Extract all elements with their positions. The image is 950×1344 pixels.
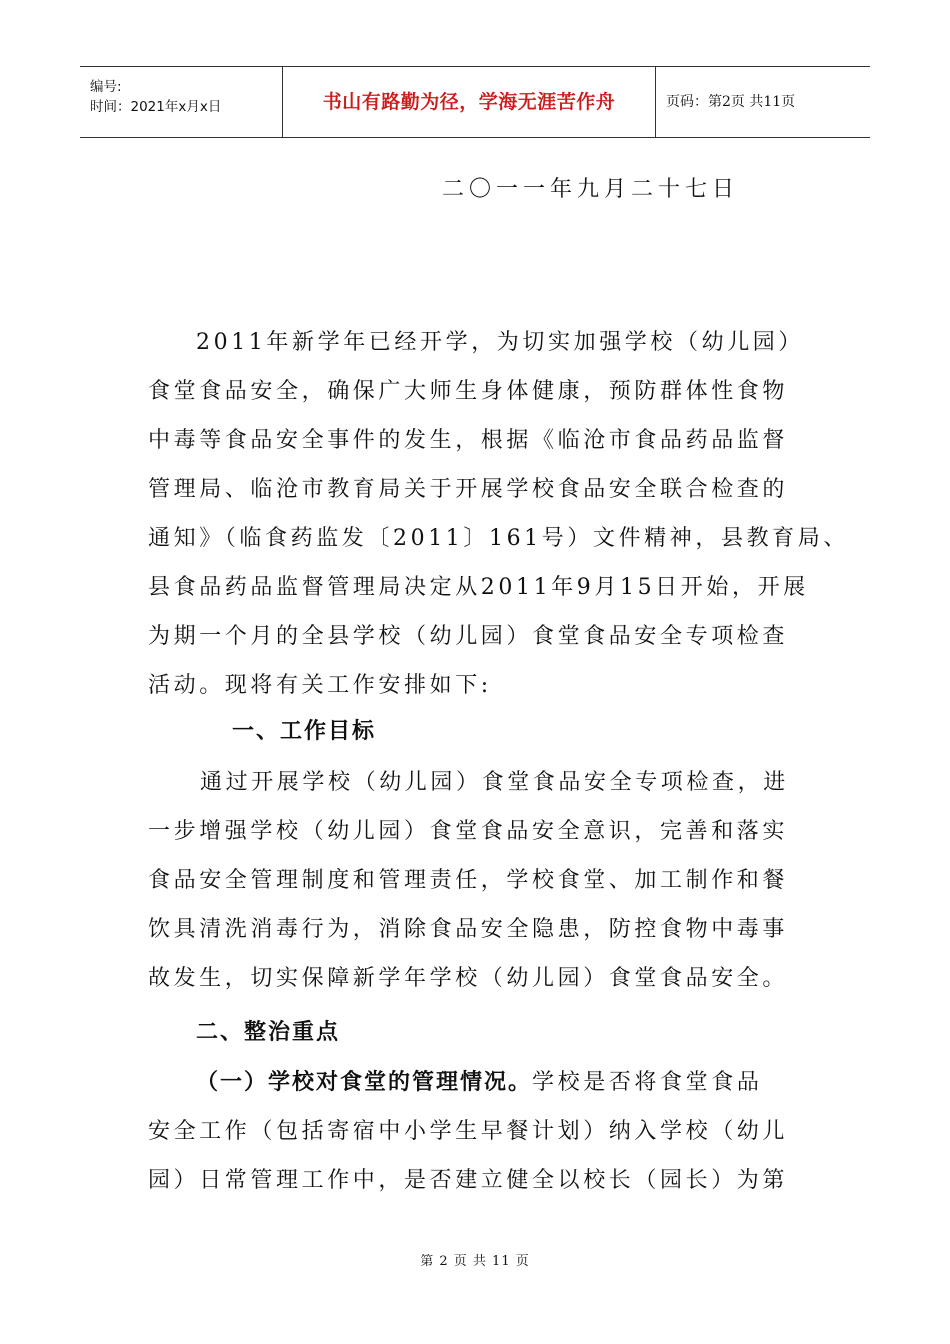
section2-title: 二、整治重点	[196, 1020, 341, 1045]
text-line: 园）日常管理工作中，是否建立健全以校长（园长）为第	[148, 1168, 789, 1193]
document-date: 二〇一一年九月二十七日	[442, 177, 740, 202]
text-line: 管理局、临沧市教育局关于开展学校食品安全联合检查的	[148, 477, 789, 502]
text-line: 饮具清洗消毒行为，消除食品安全隐患，防控食物中毒事	[148, 917, 789, 942]
text-line: 2011年新学年已经开学，为切实加强学校（幼儿园）	[196, 330, 804, 355]
intro-paragraph	[148, 318, 849, 710]
text-line: 活动。现将有关工作安排如下:	[148, 673, 492, 698]
text-line: 食堂食品安全，确保广大师生身体健康，预防群体性食物	[148, 379, 789, 404]
motto: 书山有路勤为径，学海无涯苦作舟	[283, 67, 656, 137]
section1-title: 一、工作目标	[232, 719, 377, 744]
text-line: 为期一个月的全县学校（幼儿园）食堂食品安全专项检查	[148, 624, 789, 649]
section1-paragraph	[148, 758, 828, 1003]
number-label: 编号:	[90, 79, 122, 95]
subsection1-title: （一）学校对食堂的管理情况。	[196, 1070, 533, 1095]
text-line: 故发生，切实保障新学年学校（幼儿园）食堂食品安全。	[148, 966, 789, 991]
page-footer: 第 2 页 共 11 页	[420, 1254, 530, 1269]
text-line: 安全工作（包括寄宿中小学生早餐计划）纳入学校（幼儿	[148, 1119, 789, 1144]
header-table	[80, 66, 870, 138]
time-label: 时间：2021年x月x日	[90, 99, 222, 115]
text-line: 一步增强学校（幼儿园）食堂食品安全意识，完善和落实	[148, 819, 789, 844]
text-line: 通过开展学校（幼儿园）食堂食品安全专项检查，进	[200, 770, 789, 795]
subsection1-text: 学校是否将食堂食品	[532, 1070, 763, 1095]
page-label: 页码：第2页 共11页	[666, 94, 796, 110]
text-line: 食品安全管理制度和管理责任，学校食堂、加工制作和餐	[148, 868, 789, 893]
header-meta-cell	[80, 67, 283, 137]
text-line: 通知》（临食药监发〔2011〕161号）文件精神，县教育局、	[148, 526, 849, 551]
text-line: 中毒等食品安全事件的发生，根据《临沧市食品药品监督	[148, 428, 789, 453]
text-line: 县食品药品监督管理局决定从2011年9月15日开始，开展	[148, 575, 809, 600]
subsection1-paragraph	[148, 1058, 828, 1205]
text-line	[148, 1058, 828, 1107]
